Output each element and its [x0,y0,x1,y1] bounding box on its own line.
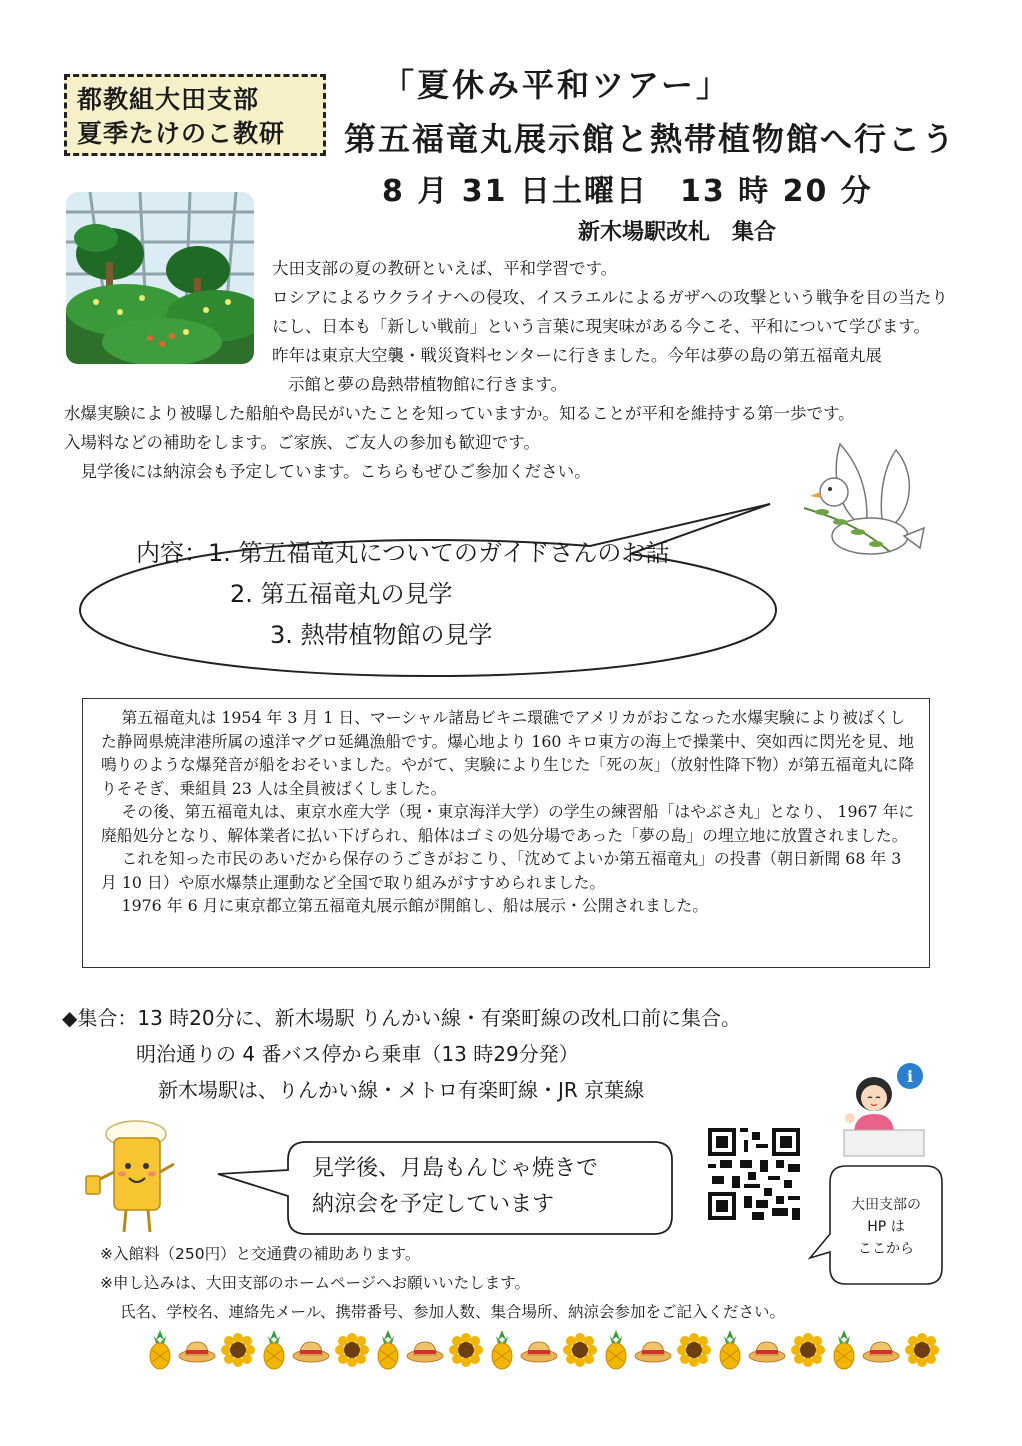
meeting-place: 新木場駅改札 集合 [578,220,777,245]
hp-line: HP は [867,1219,905,1235]
hat-icon [178,1330,216,1374]
pineapple-icon [374,1330,402,1374]
content-item-3: 3. 熱帯植物館の見学 [270,621,493,649]
dove-illustration [800,436,930,590]
intro-line: 大田支部の夏の教研といえば、平和学習です。 [272,259,618,278]
decorative-border [146,1330,940,1374]
meeting-line: 明治通りの 4 番バス停から乗車（13 時29分発） [136,1042,579,1066]
hp-line: ここから [858,1241,914,1257]
pineapple-icon [260,1330,288,1374]
history-info-box [82,698,930,968]
homepage-qr-code[interactable] [708,1128,800,1224]
sunflower-icon [448,1330,484,1374]
pineapple-icon [716,1330,744,1374]
intro-line: にし、日本も「新しい戦前」という言葉に現実味がある今こそ、平和について学びます。 [272,317,931,336]
note-line: ※申し込みは、大田支部のホームページへお願いいたします。 [100,1274,530,1292]
hp-bubble-text [834,1194,938,1260]
greenhouse-illustration [66,192,254,368]
sunflower-icon [790,1330,826,1374]
event-title: 「夏休み平和ツアー」 [382,66,732,104]
intro-block-bottom [64,399,855,486]
hp-line: 大田支部の [851,1197,921,1213]
sunflower-icon [904,1330,940,1374]
info-paragraph: 1976 年 6 月に東京都立第五福竜丸展示館が開館し、船は展示・公開されました。 [121,896,709,915]
sunflower-icon [334,1330,370,1374]
info-paragraph: その後、第五福竜丸は、東京水産大学（現・東京海洋大学）の学生の練習船「はやぶさ丸」となり、 1967 年に廃船処分となり、解体業者に払い下げられ、船体はゴミの処分場であった「夢の島」の埋立地に放置されました。 [101,802,915,845]
info-paragraph: 第五福竜丸は 1954 年 3 月 1 日、マーシャル諸島ビキニ環礁でアメリカがおこなった水爆実験により被ばくした静岡県焼津港所属の遠洋マグロ延縄漁船です。爆心地より 160 キロ東方の海上で操業中、突如西に閃光を見、地鳴りのような爆発音が船をおそいました。やがて、実験により生じた「死の灰」（放射性降下物）が第五福竜丸に降りそそぎ、乗組員 23 人は全員被ばくしました。 [101,708,915,798]
sunflower-icon [676,1330,712,1374]
intro-block-top [272,254,948,399]
party-text [312,1151,598,1223]
note-line: 氏名、学校名、連絡先メール、携帯番号、参加人数、集合場所、納涼会参加をご記入ください。 [120,1303,785,1321]
hat-icon [520,1330,558,1374]
note-line: ※入館料（250円）と交通費の補助あります。 [100,1245,421,1263]
badge-line1: 都教組大田支部 [77,85,260,114]
event-subtitle: 第五福竜丸展示館と熱帯植物館へ行こう [344,120,957,158]
notes [100,1240,785,1327]
meeting-line: 新木場駅は、りんかい線・メトロ有楽町線・JR 京葉線 [158,1078,645,1102]
hat-icon [634,1330,672,1374]
sunflower-icon [562,1330,598,1374]
hat-icon [292,1330,330,1374]
content-item-2: 2. 第五福竜丸の見学 [230,580,453,608]
party-line: 見学後、月島もんじゃ焼きで [312,1156,599,1181]
sunflower-icon [220,1330,256,1374]
hat-icon [748,1330,786,1374]
intro-line: 昨年は東京大空襲・戦災資料センターに行きました。今年は夢の島の第五福竜丸展 [272,346,882,365]
pineapple-icon [830,1330,858,1374]
pineapple-icon [146,1330,174,1374]
hat-icon [406,1330,444,1374]
intro-line: 水爆実験により被曝した船舶や島民がいたことを知っていますか。知ることが平和を維持する第一歩です。 [64,404,855,423]
hat-icon [862,1330,900,1374]
content-item-1: 内容：1. 第五福竜丸についてのガイドさんのお話 [136,539,670,567]
receptionist-illustration [836,1060,932,1164]
event-date: 8 月 31 日土曜日 13 時 20 分 [382,174,873,209]
meeting-line: ◆集合：13 時20分に、新木場駅 りんかい線・有楽町線の改札口前に集合。 [62,1006,741,1030]
pineapple-icon [488,1330,516,1374]
meeting-info [62,1000,741,1108]
svg-text:i: i [906,1067,914,1086]
intro-line: 見学後には納涼会も予定しています。こちらもぜひご参加ください。 [64,462,591,481]
party-line: 納涼会を予定しています [312,1192,555,1217]
pineapple-icon [602,1330,630,1374]
intro-line: 示館と夢の島熱帯植物館に行きます。 [288,375,568,394]
beer-mascot-illustration [84,1120,184,1242]
branch-badge [64,74,326,156]
info-paragraph: これを知った市民のあいだから保存のうごきがおこり、「沈めてよいか第五福竜丸」の投書（朝日新聞 68 年 3 月 10 日）や原水爆禁止運動など全国で取り組みがすすめられました。 [101,849,902,892]
badge-line2: 夏季たけのこ教研 [77,119,286,148]
intro-line: ロシアによるウクライナへの侵攻、イスラエルによるガザへの攻撃という戦争を目の当たり [272,288,948,307]
intro-line: 入場料などの補助をします。ご家族、ご友人の参加も歓迎です。 [64,433,540,452]
